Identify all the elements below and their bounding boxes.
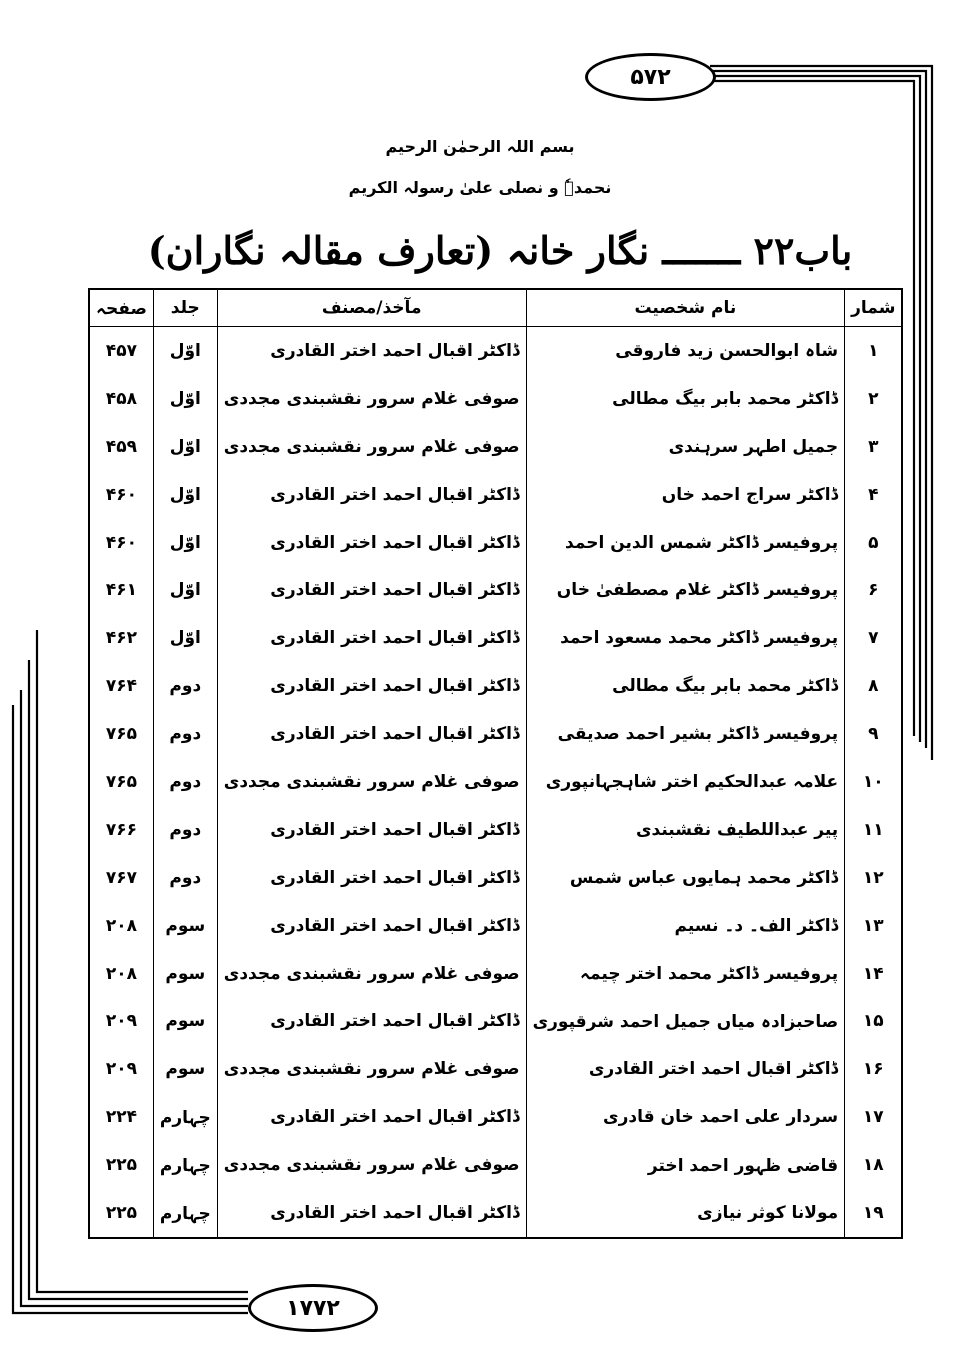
row-volume: دوم <box>153 854 217 902</box>
row-num: ۱ <box>845 327 903 375</box>
header-volume: جلد <box>153 289 217 327</box>
row-source: صوفی غلام سرور نقشبندی مجددی <box>217 423 526 471</box>
table-row <box>89 854 902 902</box>
row-num: ۱۷ <box>845 1093 903 1141</box>
row-name: مولانا کوثر نیازی <box>526 1189 845 1238</box>
row-source: ڈاکٹر اقبال احمد اختر القادری <box>217 519 526 567</box>
biography-index-table <box>88 288 903 1239</box>
row-page: ۷۶۵ <box>89 710 153 758</box>
row-volume: سوم <box>153 902 217 950</box>
row-num: ۳ <box>845 423 903 471</box>
row-num: ۱۶ <box>845 1045 903 1093</box>
row-name: جمیل اطہر سرہندی <box>526 423 845 471</box>
row-volume: سوم <box>153 1045 217 1093</box>
table-row <box>89 375 902 423</box>
table-row <box>89 1045 902 1093</box>
row-page: ۷۶۶ <box>89 806 153 854</box>
row-source: ڈاکٹر اقبال احمد اختر القادری <box>217 997 526 1045</box>
row-name: پروفیسر ڈاکٹر محمد اختر چیمہ <box>526 950 845 998</box>
row-volume: دوم <box>153 662 217 710</box>
page-number-bottom: ۱۷۷۲ <box>248 1284 378 1332</box>
row-name: قاضی ظہور احمد اختر <box>526 1141 845 1189</box>
row-page: ۴۶۲ <box>89 614 153 662</box>
row-page: ۲۲۵ <box>89 1189 153 1238</box>
row-volume: دوم <box>153 758 217 806</box>
row-source: صوفی غلام سرور نقشبندی مجددی <box>217 950 526 998</box>
row-name: ڈاکٹر الف۔ د۔ نسیم <box>526 902 845 950</box>
row-num: ۴ <box>845 471 903 519</box>
table-row <box>89 566 902 614</box>
row-volume: اوّل <box>153 566 217 614</box>
row-source: ڈاکٹر اقبال احمد اختر القادری <box>217 471 526 519</box>
table-row <box>89 423 902 471</box>
table-row <box>89 710 902 758</box>
row-source: ڈاکٹر اقبال احمد اختر القادری <box>217 854 526 902</box>
row-name: سردار علی احمد خان قادری <box>526 1093 845 1141</box>
row-source: ڈاکٹر اقبال احمد اختر القادری <box>217 1093 526 1141</box>
row-name: صاحبزادہ میاں جمیل احمد شرقپوری <box>526 997 845 1045</box>
header-page: صفحہ <box>89 289 153 327</box>
row-volume: چہارم <box>153 1093 217 1141</box>
row-num: ۱۳ <box>845 902 903 950</box>
table-row <box>89 758 902 806</box>
row-volume: چہارم <box>153 1141 217 1189</box>
row-num: ۵ <box>845 519 903 567</box>
row-name: پروفیسر ڈاکٹر بشیر احمد صدیقی <box>526 710 845 758</box>
row-source: ڈاکٹر اقبال احمد اختر القادری <box>217 710 526 758</box>
table-row <box>89 471 902 519</box>
row-num: ۱۲ <box>845 854 903 902</box>
row-name: ڈاکٹر اقبال احمد اختر القادری <box>526 1045 845 1093</box>
row-page: ۴۶۰ <box>89 519 153 567</box>
row-name: شاہ ابوالحسن زید فاروقی <box>526 327 845 375</box>
row-volume: سوم <box>153 997 217 1045</box>
row-source: ڈاکٹر اقبال احمد اختر القادری <box>217 614 526 662</box>
row-name: پروفیسر ڈاکٹر شمس الدین احمد <box>526 519 845 567</box>
row-name: پروفیسر ڈاکٹر غلام مصطفیٰ خاں <box>526 566 845 614</box>
page-number-top: ۵۷۲ <box>585 53 716 101</box>
row-source: ڈاکٹر اقبال احمد اختر القادری <box>217 327 526 375</box>
row-source: صوفی غلام سرور نقشبندی مجددی <box>217 1045 526 1093</box>
table-row <box>89 1093 902 1141</box>
table-row <box>89 662 902 710</box>
row-name: علامہ عبدالحکیم اختر شاہجہانپوری <box>526 758 845 806</box>
row-name: ڈاکٹر محمد بابر بیگ مطالی <box>526 662 845 710</box>
row-page: ۴۵۷ <box>89 327 153 375</box>
table-row <box>89 806 902 854</box>
row-page: ۲۰۸ <box>89 902 153 950</box>
row-page: ۴۶۱ <box>89 566 153 614</box>
row-source: ڈاکٹر اقبال احمد اختر القادری <box>217 902 526 950</box>
table-row <box>89 1141 902 1189</box>
table-row <box>89 997 902 1045</box>
row-volume: دوم <box>153 710 217 758</box>
row-page: ۲۰۸ <box>89 950 153 998</box>
row-page: ۲۰۹ <box>89 997 153 1045</box>
row-num: ۸ <box>845 662 903 710</box>
salawat-heading: نحمدہٗ و نصلی علیٰ رسولہ الکریم <box>348 178 612 197</box>
row-name: پروفیسر ڈاکٹر محمد مسعود احمد <box>526 614 845 662</box>
row-source: ڈاکٹر اقبال احمد اختر القادری <box>217 662 526 710</box>
row-name: ڈاکٹر محمد ہمایوں عباس شمس <box>526 854 845 902</box>
row-source: ڈاکٹر اقبال احمد اختر القادری <box>217 1189 526 1238</box>
table-row <box>89 902 902 950</box>
row-page: ۷۶۴ <box>89 662 153 710</box>
row-num: ۶ <box>845 566 903 614</box>
table-row <box>89 614 902 662</box>
row-page: ۲۲۵ <box>89 1141 153 1189</box>
table-row <box>89 519 902 567</box>
table-header <box>89 289 902 327</box>
row-volume: اوّل <box>153 327 217 375</box>
row-source: صوفی غلام سرور نقشبندی مجددی <box>217 375 526 423</box>
header-name: نام شخصیت <box>526 289 845 327</box>
row-volume: اوّل <box>153 614 217 662</box>
row-volume: چہارم <box>153 1189 217 1238</box>
header-num: شمار <box>845 289 903 327</box>
row-name: پیر عبداللطیف نقشبندی <box>526 806 845 854</box>
row-source: صوفی غلام سرور نقشبندی مجددی <box>217 758 526 806</box>
row-volume: سوم <box>153 950 217 998</box>
table-body <box>89 327 902 1239</box>
row-num: ۲ <box>845 375 903 423</box>
row-volume: اوّل <box>153 423 217 471</box>
row-page: ۲۰۹ <box>89 1045 153 1093</box>
row-num: ۱۴ <box>845 950 903 998</box>
table-row <box>89 1189 902 1238</box>
row-num: ۱۹ <box>845 1189 903 1238</box>
row-volume: دوم <box>153 806 217 854</box>
row-name: ڈاکٹر سراج احمد خاں <box>526 471 845 519</box>
row-page: ۴۵۹ <box>89 423 153 471</box>
row-page: ۲۲۴ <box>89 1093 153 1141</box>
row-source: ڈاکٹر اقبال احمد اختر القادری <box>217 806 526 854</box>
table-row <box>89 327 902 375</box>
row-page: ۷۶۷ <box>89 854 153 902</box>
row-num: ۹ <box>845 710 903 758</box>
row-page: ۴۶۰ <box>89 471 153 519</box>
row-num: ۱۰ <box>845 758 903 806</box>
row-source: صوفی غلام سرور نقشبندی مجددی <box>217 1141 526 1189</box>
row-page: ۷۶۵ <box>89 758 153 806</box>
chapter-title: باب۲۲ ـــــــ نگار خانہ (تعارف مقالہ نگاران) <box>147 228 853 273</box>
row-volume: اوّل <box>153 519 217 567</box>
row-source: ڈاکٹر اقبال احمد اختر القادری <box>217 566 526 614</box>
row-page: ۴۵۸ <box>89 375 153 423</box>
row-volume: اوّل <box>153 375 217 423</box>
row-name: ڈاکٹر محمد بابر بیگ مطالی <box>526 375 845 423</box>
header-source: مآخذ/مصنف <box>217 289 526 327</box>
row-num: ۱۸ <box>845 1141 903 1189</box>
row-num: ۱۵ <box>845 997 903 1045</box>
table-row <box>89 950 902 998</box>
bismillah-heading: بسم اللہ الرحمٰن الرحیم <box>385 137 575 156</box>
row-volume: اوّل <box>153 471 217 519</box>
row-num: ۱۱ <box>845 806 903 854</box>
row-num: ۷ <box>845 614 903 662</box>
